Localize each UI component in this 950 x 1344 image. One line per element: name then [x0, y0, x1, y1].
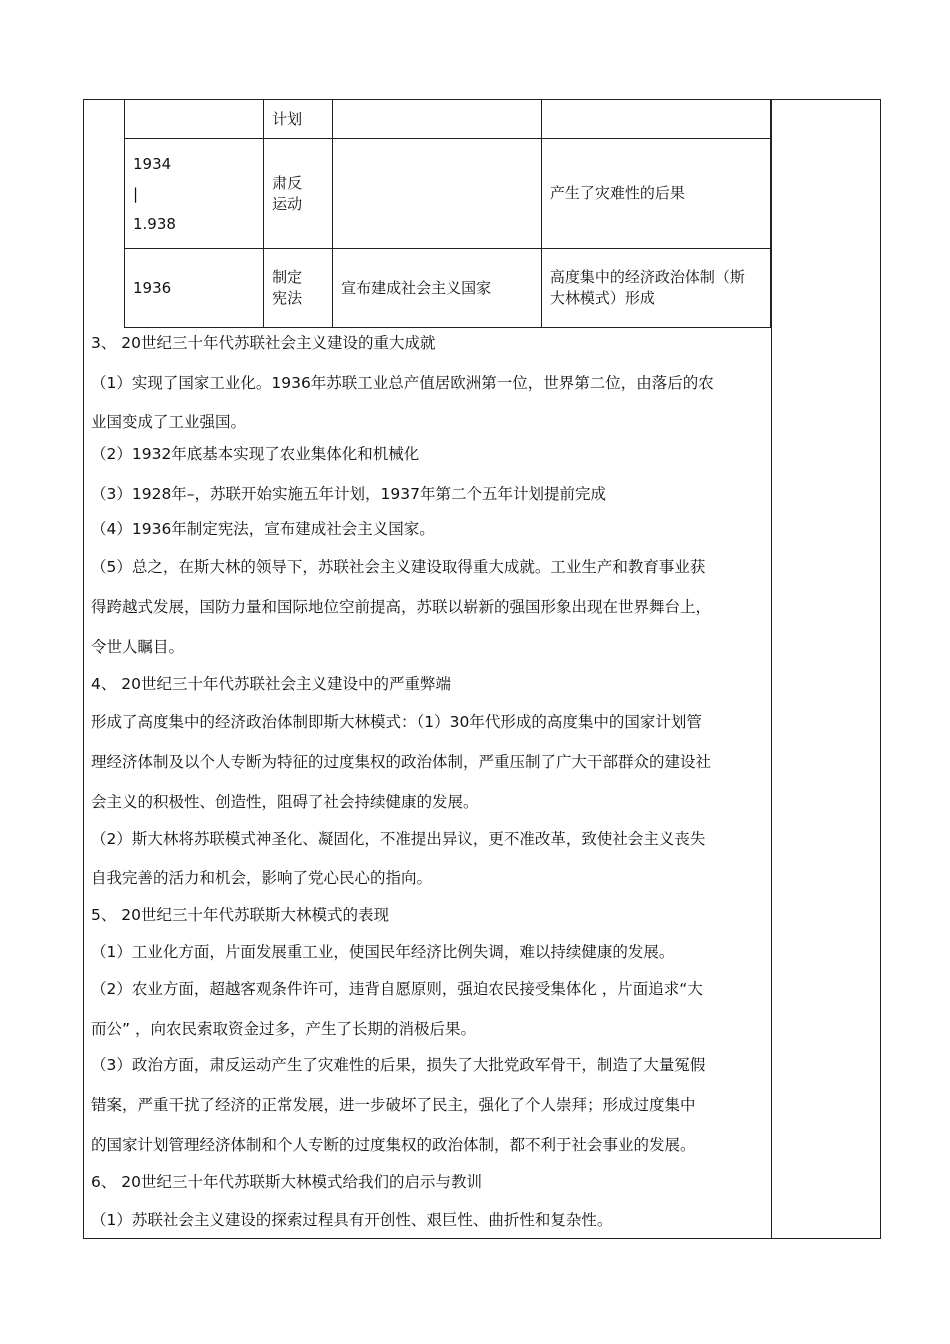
paragraph-line: （5）总之，在斯大林的领导下，苏联社会主义建设取得重大成就。工业生产和教育事业获 — [91, 558, 706, 576]
paragraph-line: 的国家计划管理经济体制和个人专断的过度集权的政治体制，都不利于社会事业的发展。 — [91, 1136, 696, 1154]
timeline-table — [124, 99, 771, 328]
year-cell: 1936 — [125, 249, 264, 328]
heading-4: 4、 20世纪三十年代苏联社会主义建设中的严重弊端 — [91, 675, 452, 693]
paragraph-line: （2）农业方面，超越客观条件许可，违背自愿原则，强迫农民接受集体化 ，片面追求“大 — [91, 980, 703, 998]
paragraph-line: 理经济体制及以个人专断为特征的过度集权的政治体制，严重压制了广大干部群众的建设社 — [91, 753, 712, 771]
paragraph-line: 错案，严重干扰了经济的正常发展，进一步破坏了民主，强化了个人崇拜；形成过度集中 — [91, 1096, 696, 1114]
table-row — [125, 100, 771, 139]
paragraph-line: （1）苏联社会主义建设的探索过程具有开创性、艰巨性、曲折性和复杂性。 — [91, 1211, 613, 1229]
paragraph-line: （4）1936年制定宪法，宣布建成社会主义国家。 — [91, 520, 435, 538]
right-column-divider — [771, 99, 772, 1239]
event-cell: 肃反 运动 — [264, 139, 333, 249]
paragraph-line: 而公” ，向农民索取资金过多，产生了长期的消极后果。 — [91, 1020, 476, 1038]
table-row — [125, 249, 771, 328]
result-cell: 高度集中的经济政治体制（斯 大林模式）形成 — [541, 249, 770, 328]
year-cell — [125, 100, 264, 139]
paragraph-line: （2）斯大林将苏联模式神圣化、凝固化，不准提出异议，更不准改革，致使社会主义丧失 — [91, 830, 706, 848]
result-cell: 产生了灾难性的后果 — [541, 139, 770, 249]
event-cell: 计划 — [264, 100, 333, 139]
heading-5: 5、 20世纪三十年代苏联斯大林模式的表现 — [91, 906, 390, 924]
paragraph-line: （2）1932年底基本实现了农业集体化和机械化 — [91, 445, 420, 463]
content-cell — [333, 100, 542, 139]
paragraph-line: 会主义的积极性、创造性，阻碍了社会持续健康的发展。 — [91, 793, 479, 811]
paragraph-line: （1）实现了国家工业化。1936年苏联工业总产值居欧洲第一位，世界第二位，由落后的农 — [91, 374, 714, 392]
table-row — [125, 139, 771, 249]
paragraph-line: 得跨越式发展，国防力量和国际地位空前提高，苏联以崭新的强国形象出现在世界舞台上， — [91, 598, 712, 616]
heading-6: 6、 20世纪三十年代苏联斯大林模式给我们的启示与教训 — [91, 1173, 483, 1191]
paragraph-line: 业国变成了工业强国。 — [91, 413, 247, 431]
event-cell: 制定 宪法 — [264, 249, 333, 328]
paragraph-line: 形成了高度集中的经济政治体制即斯大林模式：（1）30年代形成的高度集中的国家计划管 — [91, 713, 702, 731]
paragraph-line: （3）政治方面，肃反运动产生了灾难性的后果，损失了大批党政军骨干，制造了大量冤假 — [91, 1056, 706, 1074]
paragraph-line: （3）1928年–，苏联开始实施五年计划，1937年第二个五年计划提前完成 — [91, 485, 607, 503]
year-cell: 1934 | 1.938 — [125, 139, 264, 249]
content-cell — [333, 139, 542, 249]
result-cell — [541, 100, 770, 139]
paragraph-line: 自我完善的活力和机会，影响了党心民心的指向。 — [91, 869, 433, 887]
content-cell: 宣布建成社会主义国家 — [333, 249, 542, 328]
paragraph-line: 令世人瞩目。 — [91, 638, 185, 656]
paragraph-line: （1）工业化方面，片面发展重工业，使国民年经济比例失调，难以持续健康的发展。 — [91, 943, 675, 961]
heading-3: 3、 20世纪三十年代苏联社会主义建设的重大成就 — [91, 334, 436, 352]
